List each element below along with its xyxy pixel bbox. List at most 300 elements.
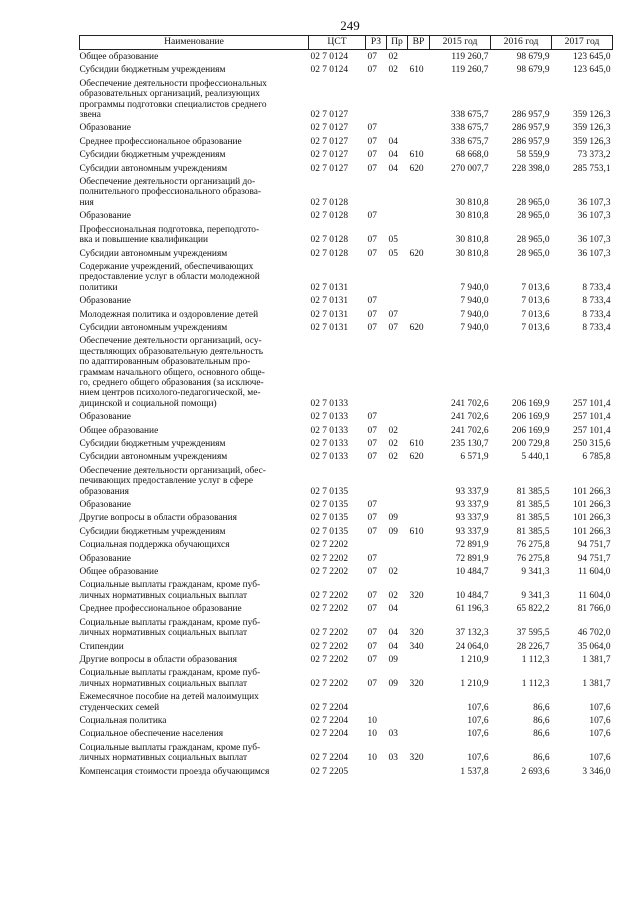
row-vr [408,565,430,578]
row-name [80,450,309,463]
row-2017: 36 107,3 [577,197,611,208]
row-cst: 02 7 0124 [310,65,348,76]
table-row [80,135,613,148]
row-name [80,653,309,666]
row-rz: 07 [367,513,377,524]
row-name-line: Социальные выплаты гражданам, кроме пуб- [79,617,261,628]
row-rz: 07 [367,136,377,147]
row-2016: 86,6 [533,702,550,713]
row-vr [408,121,430,134]
row-rz: 07 [367,322,377,333]
row-2017: 8 733,4 [582,282,611,293]
row-vr: 620 [409,163,424,174]
row-cst: 02 7 0131 [310,282,348,293]
table-row [80,321,613,334]
table-row [80,148,613,161]
row-2017: 6 785,8 [582,452,611,463]
table-row [80,602,613,615]
row-2015: 72 891,9 [455,553,489,564]
row-rz [366,690,387,714]
row-name-line: Субсидии автономным учреждениям [79,322,228,333]
row-cst: 02 7 0128 [310,211,348,222]
row-name [80,424,309,437]
row-name-line: личных нормативных социальных выплат [79,678,248,689]
row-2016: 7 013,6 [521,309,550,320]
row-name [80,148,309,161]
row-2016: 206 169,9 [512,412,550,423]
row-cst: 02 7 0133 [310,452,348,463]
table-body [80,50,613,778]
row-rz [366,765,387,778]
row-vr [408,464,430,498]
header-2017: 2017 год [552,36,613,50]
row-2017: 36 107,3 [577,235,611,246]
row-vr: 610 [409,65,424,76]
row-vr [408,175,430,209]
row-rz [366,77,387,122]
row-vr [408,135,430,148]
row-name [80,334,309,410]
row-name-line: Субсидии бюджетным учреждениям [79,65,226,76]
row-vr: 320 [409,590,424,601]
row-2017: 35 064,0 [577,641,611,652]
row-2017: 359 126,3 [573,123,611,134]
row-cst: 02 7 0131 [310,296,348,307]
row-cst: 02 7 2202 [310,567,348,578]
row-2015: 10 484,7 [455,567,489,578]
row-2015: 338 675,7 [451,136,489,147]
table-row [80,690,613,714]
row-name [80,294,309,307]
row-pr: 09 [388,513,398,524]
row-rz: 07 [367,439,377,449]
header-2015: 2015 год [430,36,491,50]
row-vr [408,308,430,321]
row-2015: 119 260,7 [451,65,489,76]
row-name [80,308,309,321]
row-name-line: Субсидии бюджетным учреждениям [79,526,226,537]
row-pr: 03 [388,729,398,740]
row-rz: 07 [367,553,377,564]
row-2015: 235 130,7 [451,439,489,449]
row-pr: 04 [388,150,398,161]
row-2016: 7 013,6 [521,296,550,307]
row-vr [408,690,430,714]
row-rz: 07 [367,296,377,307]
row-rz: 07 [367,425,377,436]
row-2017: 81 766,0 [577,604,611,615]
row-2016: 28 965,0 [516,197,550,208]
row-2015: 119 260,7 [451,52,489,62]
row-name [80,640,309,653]
row-pr: 03 [388,753,398,764]
row-name-line: личных нормативных социальных выплат [79,753,248,764]
table-row [80,175,613,209]
row-name [80,727,309,740]
row-pr: 04 [388,136,398,147]
row-cst: 02 7 2202 [310,678,348,689]
row-2017: 250 315,6 [573,439,611,449]
row-cst: 02 7 2202 [310,604,348,615]
row-pr: 02 [388,65,398,76]
row-cst: 02 7 0127 [310,110,348,121]
row-name-line: Общее образование [79,52,159,62]
row-cst: 02 7 2205 [310,766,348,777]
row-2017: 101 266,3 [573,513,611,524]
row-cst: 02 7 0133 [310,425,348,436]
row-2015: 61 196,3 [455,604,489,615]
row-2017: 8 733,4 [582,322,611,333]
row-2016: 58 559,9 [516,150,550,161]
row-name [80,525,309,538]
row-2016: 286 957,9 [512,110,550,121]
row-name [80,741,309,765]
table-row [80,578,613,602]
row-cst: 02 7 0135 [310,500,348,511]
row-rz [366,464,387,498]
row-name-line: образовательных организаций, реализующих [79,89,260,100]
row-cst: 02 7 2204 [310,729,348,740]
table-row [80,552,613,565]
row-pr [387,175,408,209]
row-rz [366,334,387,410]
row-name [80,565,309,578]
row-vr [408,765,430,778]
row-pr [387,498,408,511]
row-2017: 11 604,0 [578,590,611,601]
row-vr [408,77,430,122]
row-2015: 270 007,7 [451,163,489,174]
row-name-line: студенческих семей [79,702,160,713]
row-rz [366,260,387,294]
table-row [80,260,613,294]
row-name-line: го, среднего общего образования (за исключе- [79,377,264,388]
row-name [80,552,309,565]
row-pr [387,77,408,122]
row-name-line: Профессиональная подготовка, переподгото- [79,224,260,235]
row-rz: 07 [367,235,377,246]
row-2016: 28 965,0 [516,248,550,259]
row-vr [408,552,430,565]
row-2015: 24 064,0 [455,641,489,652]
row-name-line: Обеспечение деятельности организаций до- [79,177,256,188]
row-name-line: Другие вопросы в области образования [79,513,237,524]
header-rz: РЗ [366,36,387,50]
row-vr: 610 [409,150,424,161]
row-2017: 11 604,0 [578,567,611,578]
row-2015: 30 810,8 [455,211,489,222]
row-cst: 02 7 0128 [310,197,348,208]
row-rz: 07 [367,309,377,320]
row-2016: 286 957,9 [512,123,550,134]
row-2015: 241 702,6 [451,398,489,409]
row-pr: 02 [388,425,398,436]
row-rz: 07 [367,628,377,639]
row-name [80,690,309,714]
row-2017: 107,6 [589,702,611,713]
row-name-line: Среднее профессиональное образование [79,136,242,147]
row-rz: 07 [367,567,377,578]
row-vr [408,209,430,222]
row-2016: 200 729,8 [512,439,550,449]
row-rz: 07 [367,412,377,423]
row-2015: 30 810,8 [455,248,489,259]
row-pr [387,260,408,294]
row-vr [408,294,430,307]
row-vr [408,498,430,511]
row-name-line: дицинской и социальной помощи) [79,398,217,409]
row-2015: 7 940,0 [460,309,489,320]
row-vr [408,602,430,615]
row-pr: 02 [388,52,398,62]
row-name [80,578,309,602]
row-2016: 1 112,3 [521,654,550,665]
table-row [80,209,613,222]
row-vr [408,260,430,294]
row-pr [387,121,408,134]
row-name [80,511,309,524]
row-rz: 07 [367,526,377,537]
row-name-line: Социальная политика [79,715,167,726]
row-2015: 7 940,0 [460,282,489,293]
row-cst: 02 7 0128 [310,248,348,259]
row-name-line: звена [79,110,101,121]
table-row [80,247,613,260]
row-cst: 02 7 2202 [310,553,348,564]
row-name-line: политики [79,282,118,293]
row-vr [408,727,430,740]
table-row [80,565,613,578]
row-pr: 07 [388,322,398,333]
row-2016: 65 822,2 [516,604,550,615]
table-row [80,727,613,740]
row-cst: 02 7 0135 [310,486,348,497]
row-2017: 94 751,7 [577,540,611,551]
row-2015: 241 702,6 [451,412,489,423]
row-pr: 09 [388,654,398,665]
table-header-row [80,36,613,50]
row-cst: 02 7 2202 [310,628,348,639]
row-rz: 07 [367,123,377,134]
row-rz: 07 [367,248,377,259]
page-number: 249 [340,18,360,33]
row-rz [366,538,387,551]
row-cst: 02 7 0128 [310,235,348,246]
row-2017: 36 107,3 [577,211,611,222]
row-name-line: личных нормативных социальных выплат [79,628,248,639]
budget-table [79,35,613,778]
row-2015: 6 571,9 [460,452,489,463]
table-row [80,714,613,727]
row-name-line: Образование [79,296,131,307]
row-cst: 02 7 2204 [310,753,348,764]
row-2016: 81 385,5 [516,526,550,537]
row-2017: 101 266,3 [573,486,611,497]
row-name-line: Образование [79,123,131,134]
row-vr [408,223,430,247]
row-2017: 123 645,0 [573,52,611,62]
row-cst: 02 7 0127 [310,163,348,174]
row-2017: 257 101,4 [573,412,611,423]
row-2016: 5 440,1 [521,452,550,463]
row-2015: 68 668,0 [455,150,489,161]
row-2015: 1 537,8 [460,766,489,777]
row-2017: 285 753,1 [573,163,611,174]
row-2017: 1 381,7 [582,678,611,689]
row-name [80,135,309,148]
row-name [80,437,309,450]
row-name-line: Субсидии автономным учреждениям [79,163,228,174]
row-vr [408,50,430,64]
row-name-line: полнительного профессионального образова- [79,187,262,198]
header-name: Наименование [80,36,309,50]
row-2015: 107,6 [467,715,489,726]
row-name-line: Образование [79,211,131,222]
table-row [80,223,613,247]
row-2015: 7 940,0 [460,322,489,333]
row-2017: 3 346,0 [582,766,611,777]
row-name-line: ществляющих образовательную деятельность [79,346,263,357]
row-pr: 02 [388,452,398,463]
row-2017: 107,6 [589,715,611,726]
row-vr: 610 [409,439,424,449]
row-2016: 86,6 [533,753,550,764]
row-pr [387,538,408,551]
row-name [80,538,309,551]
row-vr: 610 [409,526,424,537]
row-vr: 620 [409,322,424,333]
row-name-line: Социальные выплаты гражданам, кроме пуб- [79,580,261,591]
row-pr: 04 [388,641,398,652]
row-cst: 02 7 0127 [310,123,348,134]
row-2016: 86,6 [533,729,550,740]
row-2017: 107,6 [589,753,611,764]
row-2016: 28 226,7 [516,641,550,652]
row-pr [387,410,408,423]
row-2016: 37 595,5 [516,628,550,639]
row-rz: 10 [367,753,377,764]
row-2015: 107,6 [467,702,489,713]
row-vr [408,714,430,727]
row-name [80,209,309,222]
row-name-line: Социальная поддержка обучающихся [79,540,230,551]
row-vr: 620 [409,248,424,259]
row-name-line: по адаптированным образовательным про- [79,357,251,368]
row-2016: 86,6 [533,715,550,726]
row-2015: 93 337,9 [455,526,489,537]
row-cst: 02 7 2204 [310,715,348,726]
header-cst: ЦСТ [309,36,366,50]
row-rz: 07 [367,52,377,62]
row-cst: 02 7 0127 [310,150,348,161]
row-cst: 02 7 0133 [310,439,348,449]
row-2017: 1 381,7 [582,654,611,665]
table-row [80,308,613,321]
row-2016: 9 341,3 [521,590,550,601]
table-row [80,616,613,640]
row-pr: 05 [388,235,398,246]
row-vr: 320 [409,678,424,689]
row-name-line: Общее образование [79,425,159,436]
row-vr: 340 [409,641,424,652]
row-name-line: Среднее профессиональное образование [79,604,242,615]
row-vr [408,334,430,410]
row-cst: 02 7 2204 [310,702,348,713]
table-row [80,334,613,410]
row-vr: 320 [409,753,424,764]
row-2017: 36 107,3 [577,248,611,259]
row-name-line: граммам начального общего, основного обще- [79,367,265,378]
row-cst: 02 7 2202 [310,641,348,652]
row-name-line: Социальное обеспечение населения [79,729,224,740]
header-pr: Пр [387,36,408,50]
row-name [80,616,309,640]
row-pr [387,765,408,778]
row-2016: 7 013,6 [521,282,550,293]
row-2015: 1 210,9 [460,654,489,665]
row-name [80,175,309,209]
row-cst: 02 7 0127 [310,136,348,147]
row-2015: 7 940,0 [460,296,489,307]
row-2016: 206 169,9 [512,425,550,436]
row-2016: 28 965,0 [516,235,550,246]
row-name [80,77,309,122]
row-2017: 257 101,4 [573,425,611,436]
table-row [80,50,613,64]
row-rz: 07 [367,65,377,76]
row-name [80,714,309,727]
row-name [80,63,309,76]
row-name [80,602,309,615]
row-rz: 07 [367,590,377,601]
row-2015: 72 891,9 [455,540,489,551]
row-cst: 02 7 2202 [310,654,348,665]
row-2016: 76 275,8 [516,540,550,551]
row-2015: 93 337,9 [455,486,489,497]
row-2015: 30 810,8 [455,197,489,208]
row-name-line: Социальные выплаты гражданам, кроме пуб- [79,742,261,753]
row-name-line: Образование [79,500,131,511]
row-2017: 101 266,3 [573,500,611,511]
row-pr [387,294,408,307]
row-2016: 28 965,0 [516,211,550,222]
row-2017: 359 126,3 [573,136,611,147]
row-name-line: Обеспечение деятельности организаций, осу- [79,336,262,347]
row-vr [408,410,430,423]
row-cst: 02 7 0131 [310,309,348,320]
row-2017: 8 733,4 [582,309,611,320]
row-vr [408,538,430,551]
row-name [80,260,309,294]
row-name-line: Молодежная политика и оздоровление детей [79,309,259,320]
row-2015: 10 484,7 [455,590,489,601]
row-name-line: вка и повышение квалификации [79,235,209,246]
row-2016: 2 693,6 [521,766,550,777]
table-row [80,410,613,423]
row-2015: 241 702,6 [451,425,489,436]
row-pr [387,334,408,410]
table-row [80,464,613,498]
row-name-line: предоставление услуг в области молодежной [79,272,260,283]
row-name [80,247,309,260]
table-row [80,424,613,437]
row-2017: 46 702,0 [577,628,611,639]
row-rz: 07 [367,211,377,222]
row-2016: 9 341,3 [521,567,550,578]
table-row [80,640,613,653]
row-2015: 30 810,8 [455,235,489,246]
table-row [80,511,613,524]
